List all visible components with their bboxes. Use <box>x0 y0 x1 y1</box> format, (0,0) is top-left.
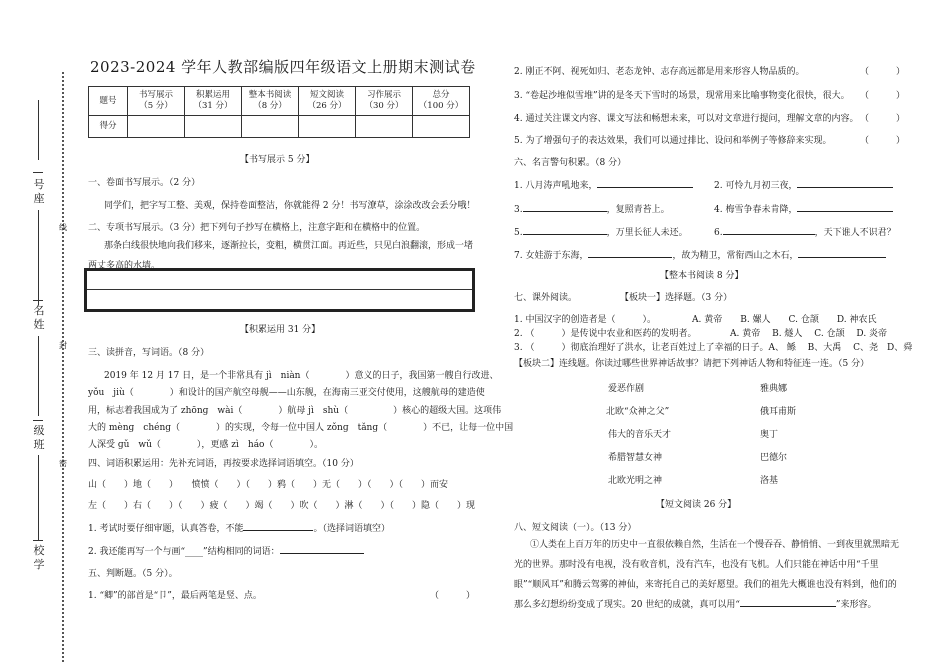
margin-line <box>38 100 39 160</box>
binding-dots <box>62 72 70 662</box>
margin-label-ban: 班 <box>33 438 45 451</box>
q3-line: 大的 mènɡ chénɡ（ ）的实现，令每一位中国人 zǒnɡ tǎnɡ（ ）不已，让每一位中国 <box>88 423 514 433</box>
q7-choice-1: 1. 中国汉字的创造者是（ ）。 <box>514 315 656 325</box>
margin-label-xue: 学 <box>33 558 45 571</box>
quote-5: 5. ，万里长征人未还。 <box>514 225 688 238</box>
margin-label-ming: 名 <box>33 304 45 317</box>
match-left-item[interactable]: 北欧“众神之父” <box>606 407 670 417</box>
q8-heading: 八、短文阅读（一）。（13 分） <box>514 523 637 533</box>
score-header: 书写展示 （5 分） <box>128 87 185 116</box>
q1-text: 同学们，把字写工整、美观，保持卷面整洁，你就能得 2 分！书写潦草，涂涂改改会丢分哦！ <box>104 201 476 211</box>
match-right-item[interactable]: 雅典娜 <box>760 384 788 394</box>
match-right-item[interactable]: 奥丁 <box>760 430 779 440</box>
answer-blank[interactable] <box>798 248 886 258</box>
match-right-item[interactable]: 巴德尔 <box>760 453 788 463</box>
q5-heading: 五、判断题。（5 分）。 <box>88 569 178 579</box>
q3-heading: 三、读拼音，写词语。（8 分） <box>88 348 210 358</box>
quote-4: 4. 梅雪争春未肯降， <box>714 202 893 215</box>
score-header: 整本书阅读 （8 分） <box>242 87 299 116</box>
quote-7: 7. 女娃游于东海， ，故为精卫，常衔西山之木石， <box>514 248 886 261</box>
answer-paren[interactable]: （ ） <box>860 67 906 77</box>
margin-line <box>38 336 39 416</box>
score-header: 习作展示 （30 分） <box>356 87 413 116</box>
q7-block1: 【板块一】选择题。（3 分） <box>620 293 733 303</box>
margin-label-zuo: 座 <box>33 192 45 205</box>
answer-paren[interactable]: （ ） <box>860 91 906 101</box>
answer-blank[interactable] <box>243 521 313 531</box>
q6-heading: 六、名言警句积累。（8 分） <box>514 158 627 168</box>
q3-line: 用，标志着我国成为了 zhōnɡ wài（ ）航母 jì shù（ ）核心的超级大国。这项伟 <box>88 406 502 416</box>
exam-title: 2023-2024 学年人教部编版四年级语文上册期末测试卷 <box>90 58 476 76</box>
q4-words: 左（ ）右（ ）（ ）疲（ ）竭（ ）吹（ ）淋（ ）（ ）隐（ ）现 <box>88 501 476 511</box>
q7-choice-2-options: A. 黄帝 B. 燧人 C. 仓颉 D. 炎帝 <box>730 329 888 339</box>
answer-paren[interactable]: （ ） <box>860 114 906 124</box>
q2-heading: 二、专项书写展示。（3 分）把下列句子抄写在横格上，注意字距和在横格中的位置。 <box>88 223 426 233</box>
quote-1: 1. 八月涛声吼地来， <box>514 178 693 191</box>
score-cell[interactable] <box>299 116 356 138</box>
section-whole-book: 【整本书阅读 8 分】 <box>660 271 744 281</box>
seal-word-xian: 线 <box>59 223 67 232</box>
margin-dash <box>33 300 43 301</box>
match-left-item[interactable]: 爱恶作剧 <box>608 384 645 394</box>
quote-6: 6. ，天下谁人不识君？ <box>714 225 896 238</box>
margin-line <box>38 455 39 540</box>
score-header: 题号 <box>89 87 128 116</box>
margin-label-xiao: 校 <box>33 544 45 557</box>
score-header: 总分 （100 分） <box>413 87 470 116</box>
answer-blank[interactable] <box>597 178 693 188</box>
q5-item-1: 1. “卿”的部首是“卩”，最后两笔是竖、点。 <box>88 591 262 601</box>
answer-blank[interactable] <box>588 248 672 258</box>
score-cell[interactable] <box>185 116 242 138</box>
judge-item-5: 5. 为了增强句子的表达效果，我们可以通过排比、设问和举例子等修辞来实现。 <box>514 136 832 146</box>
writing-box[interactable] <box>84 268 475 312</box>
q3-line: 2019 年 12 月 17 日，是一个非常具有 jì niàn（ ）意义的日子，我国第一艘自行改进、 <box>104 371 499 381</box>
passage-paragraph: ①人类在上百万年的历史中一直很依赖自然，生活在一个慢吞吞、静悄悄、一到夜里就黑暗无光的世界。那时没有电视，没有收音机，没有汽车，也没有飞机。人们只能在神话中用“千里眼”“顺风耳”和腾云驾雾的神仙，来寄托自己的美好愿望。我们的祖先大概谁也没有料到，他们的那么多幻想纷纷变成了现实。20 世纪的成就，真可以用“ ”来形容。 <box>514 540 900 610</box>
score-cell[interactable] <box>356 116 413 138</box>
match-right-item[interactable]: 洛基 <box>760 476 779 486</box>
q4-words: 山（ ）地（ ） 愤愤（ ）（ ）鸦（ ）无（ ）（ ）（ ）而安 <box>88 480 449 490</box>
match-right-item[interactable]: 俄耳甫斯 <box>760 407 797 417</box>
margin-label-xing: 姓 <box>33 318 45 331</box>
seal-word-mi: 密 <box>59 459 67 468</box>
q7-choice-1-options: A. 黄帝 B. 嫘人 C. 仓颉 D. 神农氏 <box>692 315 877 325</box>
score-cell[interactable] <box>128 116 185 138</box>
judge-item-2: 2. 刚正不阿、视死如归、老态龙钟、志存高远都是用来形容人物品质的。 <box>514 67 805 77</box>
answer-blank[interactable] <box>723 225 815 235</box>
q2-text: 那条白线很快地向我们移来，逐渐拉长，变粗，横贯江面。再近些，只见白浪翻滚，形成一堵两丈多高的水墙。 <box>88 241 474 271</box>
seal-word-feng: 封 <box>59 341 67 350</box>
q3-line: yǒu jiù（ ）和设计的国产航空母舰——山东舰，在海南三亚交付使用，这艘航母的建造使 <box>88 388 485 398</box>
match-left-item[interactable]: 希腊智慧女神 <box>608 453 663 463</box>
margin-label-hao: 号 <box>33 178 45 191</box>
margin-dash <box>33 172 43 173</box>
q7-choice-2: 2. （ ）是传说中农业和医药的发明者。 <box>514 329 697 339</box>
score-header: 短文阅读 （26 分） <box>299 87 356 116</box>
answer-blank[interactable] <box>740 597 836 607</box>
answer-paren[interactable]: （ ） <box>860 136 906 146</box>
quote-3: 3. ，复照青苔上。 <box>514 202 670 215</box>
section-writing: 【书写展示 5 分】 <box>240 155 315 165</box>
section-accumulation: 【积累运用 31 分】 <box>240 325 321 335</box>
section-short-reading: 【短文阅读 26 分】 <box>656 500 737 510</box>
judge-item-4: 4. 通过关注课文内容、课文写法和畅想未来，可以对文章进行提问，理解文章的内容。 <box>514 114 859 124</box>
score-cell[interactable] <box>413 116 470 138</box>
q4-sentence-1: 1. 考试时要仔细审题，认真答卷，不能 。（选择词语填空） <box>88 521 390 534</box>
quote-2: 2. 可怜九月初三夜， <box>714 178 893 191</box>
score-row-label: 得分 <box>89 116 128 138</box>
q7-choice-3: 3. （ ）彻底治理好了洪水，让老百姓过上了幸福的日子。A、 鲧 B、大禹 C、尧 D、舜 <box>514 343 913 353</box>
score-header: 积累运用 （31 分） <box>185 87 242 116</box>
judge-item-3: 3. “卷起沙堆似雪堆”讲的是冬天下雪时的场景，现常用来比喻事物变化很快，很大。 <box>514 91 850 101</box>
q3-line: 人深受 ɡǔ wǔ（ ），更感 zì háo（ ）。 <box>88 440 323 450</box>
margin-dash <box>33 420 43 421</box>
answer-blank[interactable] <box>797 202 893 212</box>
answer-blank[interactable] <box>280 544 364 554</box>
margin-label-ji: 级 <box>33 424 45 437</box>
answer-blank[interactable] <box>523 225 607 235</box>
score-table <box>88 86 470 138</box>
q1-heading: 一、卷面书写展示。（2 分） <box>88 178 201 188</box>
margin-dash <box>33 540 43 541</box>
answer-paren[interactable]: （ ） <box>430 591 476 601</box>
match-left-item[interactable]: 北欧光明之神 <box>608 476 663 486</box>
answer-blank[interactable] <box>797 178 893 188</box>
score-cell[interactable] <box>242 116 299 138</box>
q7-heading: 七、课外阅读。 <box>514 293 578 303</box>
q4-sentence-2: 2. 我还能再写一个与画“____”结构相同的词语： <box>88 544 364 557</box>
margin-line <box>38 210 39 305</box>
q7-block2: 【板块二】连线题。你读过哪些世界神话故事？请把下列神话人物和特征连一连。（5 分） <box>514 359 870 369</box>
answer-blank[interactable] <box>523 202 607 212</box>
match-left-item[interactable]: 伟大的音乐天才 <box>608 430 672 440</box>
q4-heading: 四、词语积累运用：先补充词语，再按要求选择词语填空。（10 分） <box>88 459 359 469</box>
